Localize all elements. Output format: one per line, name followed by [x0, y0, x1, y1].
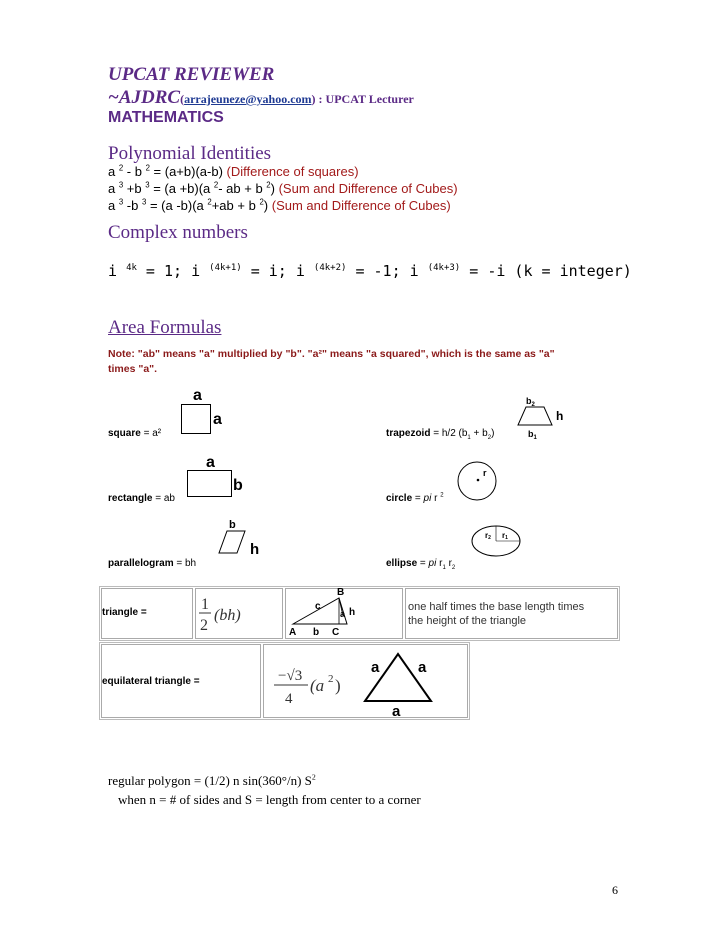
svg-text:C: C: [332, 627, 340, 638]
svg-text:r2: r2: [485, 531, 491, 541]
area-note: Note: "ab" means "a" multiplied by "b". "a²" means "a squared", which is the same as "a": [108, 348, 555, 360]
page-number: 6: [612, 883, 618, 897]
square-formula: square = a²: [108, 428, 162, 439]
regular-polygon-note: when n = # of sides and S = length from center to a corner: [118, 792, 421, 807]
regular-polygon-formula: regular polygon = (1/2) n sin(360°/n) $S^2$: [108, 772, 316, 788]
svg-text:a: a: [392, 703, 401, 716]
svg-text:A: A: [289, 627, 297, 638]
identity-difference-cubes: a $^3$ -b $^3$ = (a -b)(a $^2$+ab + b $^2$) (Sum and Difference of Cubes): [108, 197, 451, 213]
triangle-label: triangle =: [102, 607, 147, 618]
triangle-desc-line2: the height of the triangle: [408, 615, 527, 627]
trapezoid-formula: trapezoid = h/2 $(b_1 + b_2)$: [386, 428, 495, 441]
svg-text:1: 1: [201, 596, 209, 613]
rectangle-label-a: a: [206, 454, 215, 471]
lecturer-label: ) : UPCAT Lecturer: [311, 92, 414, 106]
rectangle-label-b: b: [233, 477, 243, 494]
paren-open: (: [180, 92, 185, 106]
svg-text:a: a: [371, 659, 380, 676]
triangle-figure: [287, 586, 403, 638]
svg-text:b1: $b_1$: [528, 429, 537, 441]
circle-formula: circle = pi r $^2$: [386, 492, 444, 504]
trapezoid-figure: [514, 395, 572, 443]
ellipse-formula: ellipse = pi $r_1$ $r_2$: [386, 558, 456, 571]
equilateral-figure: [268, 650, 468, 716]
author-line: [108, 87, 414, 109]
area-heading: Area Formulas: [108, 317, 222, 338]
parallelogram-figure: [212, 518, 272, 562]
svg-text:b: b: [313, 627, 320, 638]
complex-powers: i $^{4k}$ = 1; i $^{(4k+1)}$ = i; i $^{(4k+2)}$ = -1; i $^{(4k+3)}$ = -i (k = integer): [108, 262, 632, 280]
area-note-cont: times "a".: [108, 363, 158, 375]
ellipse-figure: [468, 522, 528, 562]
svg-text:(a: (a: [310, 676, 325, 695]
parallelogram-formula: parallelogram = bh: [108, 558, 197, 569]
svg-text:): ): [335, 676, 341, 695]
identity-sum-cubes: a $^3$ +b $^3$ = (a +b)(a $^2$- ab + b $^2$) (Sum and Difference of Cubes): [108, 180, 458, 196]
square-label-a-top: a: [193, 387, 202, 404]
triangle-desc-line1: one half times the base length times: [408, 601, 585, 613]
svg-text:c: c: [315, 601, 321, 612]
svg-text:r1: r1: [502, 531, 508, 541]
svg-text:b2: $b_2$: [526, 396, 535, 408]
svg-text:4: 4: [285, 691, 293, 707]
complex-heading: Complex numbers: [108, 222, 248, 243]
square-figure: [181, 404, 211, 434]
author-name: ~AJDRC: [108, 87, 181, 108]
svg-text:h: h: [556, 409, 564, 423]
svg-text:B: B: [337, 587, 345, 598]
square-label-a-side: a: [213, 411, 222, 428]
triangle-desc-cell: [405, 588, 618, 639]
svg-text:2: 2: [200, 617, 208, 634]
triangle-formula-image: [197, 592, 257, 636]
equilateral-label: equilateral triangle =: [102, 676, 200, 687]
reviewer-title: UPCAT REVIEWER: [108, 64, 275, 85]
email-link[interactable]: arrajeuneze@yahoo.com: [184, 92, 312, 106]
rectangle-formula: rectangle = ab: [108, 493, 175, 504]
svg-text:(bh): (bh): [214, 607, 241, 624]
subject-heading: MATHEMATICS: [108, 109, 224, 126]
svg-text:h: h: [349, 607, 356, 618]
parallelogram-label-h: h: [250, 541, 260, 558]
circle-label-r: r: [483, 468, 487, 478]
svg-text:a: a: [418, 659, 427, 676]
circle-figure: [455, 458, 503, 504]
svg-text:a: a: [340, 609, 346, 619]
polynomial-heading: Polynomial Identities: [108, 143, 272, 164]
rectangle-figure: [187, 470, 232, 497]
svg-text:−√3: −√3: [278, 668, 303, 684]
identity-difference-squares: a $^2$ - b $^2$ = (a+b)(a-b) (Difference of squares): [108, 163, 359, 179]
parallelogram-label-b: b: [229, 519, 236, 531]
svg-text:2: 2: [328, 673, 334, 685]
